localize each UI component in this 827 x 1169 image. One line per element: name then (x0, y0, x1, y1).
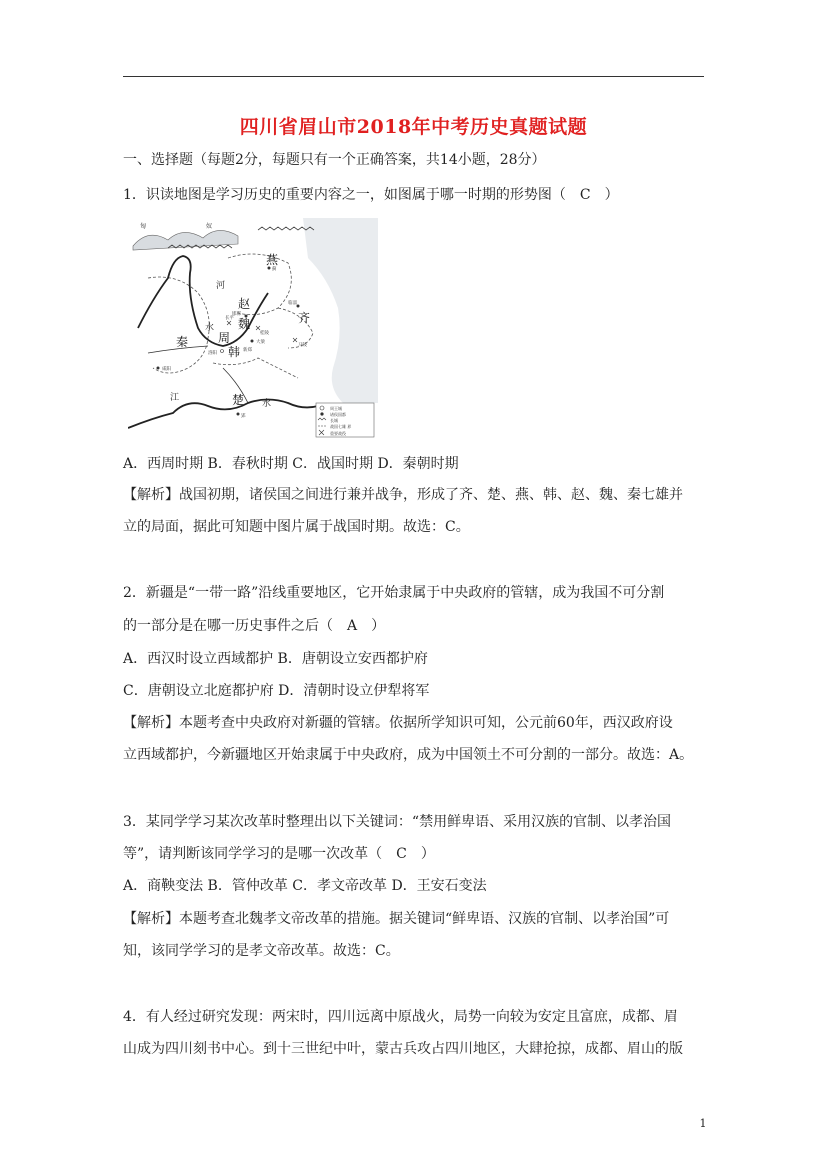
map-label-shui-2: 水 (262, 399, 272, 409)
q2-option-2: C．唐朝设立北庭都护府 D．清朝时设立伊犁将军 (123, 683, 430, 699)
map-city-ji: 蓟 (272, 267, 277, 272)
page-number: 1 (699, 1117, 707, 1130)
map-city-ying: 郢 (241, 414, 246, 419)
q3-stem-2: 等”，请判断该同学学习的是哪一次改革（ C ） (123, 846, 435, 862)
q2-analysis-2: 立西域都护，今新疆地区开始隶属于中央政府，成为中国领土不可分割的一部分。故选：A。 (123, 747, 694, 763)
map-city-maling: 马陵 (298, 343, 307, 348)
map-city-handan: 邯郸 (232, 312, 241, 317)
map-label-han: 韩 (228, 345, 241, 359)
q4-stem-1: 4．有人经过研究发现：两宋时，四川远离中原战火，局势一向较为安定且富庶，成都、眉 (123, 1009, 678, 1025)
map-city-changping: 长平 (225, 316, 234, 321)
map-city-daliang: 大梁 (256, 340, 265, 345)
map-city-luoyang: 洛阳 (208, 351, 217, 356)
map-label-jiang: 江 (170, 393, 180, 403)
document-title: 四川省眉山市2018年中考历史真题试题 (239, 116, 588, 138)
map-label-he: 河 (216, 281, 226, 291)
map-label-xiongnu-1: 匈 (140, 223, 147, 230)
legend-item: 战国七雄 界 (330, 424, 352, 429)
map-city-xianyang: 咸阳 (162, 367, 171, 372)
q1-analysis-1: 【解析】战国初期，诸侯国之间进行兼并战争，形成了齐、楚、燕、韩、赵、魏、秦七雄并 (123, 487, 683, 503)
q4-stem-2: 山成为四川刻书中心。到十三世纪中叶，蒙古兵攻占四川地区，大肆抢掠，成都、眉山的版 (123, 1041, 683, 1057)
map-city-xinzheng: 新郑 (243, 348, 252, 353)
q3-analysis-1: 【解析】本题考查北魏孝文帝改革的措施。据关键词“鲜卑语、汉族的官制、以孝治国”可 (123, 911, 670, 927)
map-city-guiling: 桂陵 (260, 331, 269, 336)
header-rule (123, 76, 704, 77)
section-heading: 一、选择题（每题2分，每题只有一个正确答案，共14小题，28分） (123, 152, 546, 168)
q1-options: A．西周时期 B．春秋时期 C．战国时期 D．秦朝时期 (123, 456, 459, 472)
map-label-zhao: 赵 (238, 297, 251, 311)
map-label-chu: 楚 (232, 393, 245, 407)
legend-item: 长城 (330, 418, 338, 423)
map-label-qin: 秦 (176, 335, 189, 349)
q2-analysis-1: 【解析】本题考查中央政府对新疆的管辖。依据所学知识可知，公元前60年，西汉政府设 (123, 715, 673, 731)
warring-states-map (128, 218, 378, 440)
q1-analysis-2: 立的局面，据此可知题中图片属于战国时期。故选：C。 (123, 519, 470, 535)
q3-options: A．商鞅变法 B．管仲改革 C．孝文帝改革 D．王安石变法 (123, 878, 487, 894)
map-city-linzi: 临淄 (288, 301, 297, 306)
q3-analysis-2: 知，该同学学习的是孝文帝改革。故选：C。 (123, 943, 400, 959)
legend-item: 周王城 (330, 406, 342, 411)
map-label-yan: 燕 (266, 253, 279, 267)
q1-stem: 1．识读地图是学习历史的重要内容之一，如图属于哪一时期的形势图（ C ） (123, 187, 619, 203)
legend-item: 诸侯国都 (330, 412, 346, 417)
legend-item: 重要战役 (330, 431, 346, 436)
map-label-wei: 魏 (238, 317, 251, 331)
map-label-zhou: 周 (218, 331, 231, 345)
q2-option-1: A．西汉时设立西域都护 B．唐朝设立安西都护府 (123, 651, 428, 667)
map-label-qi: 齐 (298, 311, 311, 325)
map-label-shui-1: 水 (205, 323, 215, 333)
map-label-xiongnu-2: 奴 (206, 223, 213, 230)
q2-stem-2: 的一部分是在哪一历史事件之后（ A ） (123, 618, 386, 634)
q3-stem-1: 3．某同学学习某次改革时整理出以下关键词：“禁用鲜卑语、采用汉族的官制、以孝治国 (123, 814, 672, 830)
q2-stem-1: 2．新疆是“一带一路”沿线重要地区，它开始隶属于中央政府的管辖，成为我国不可分割 (123, 585, 665, 601)
